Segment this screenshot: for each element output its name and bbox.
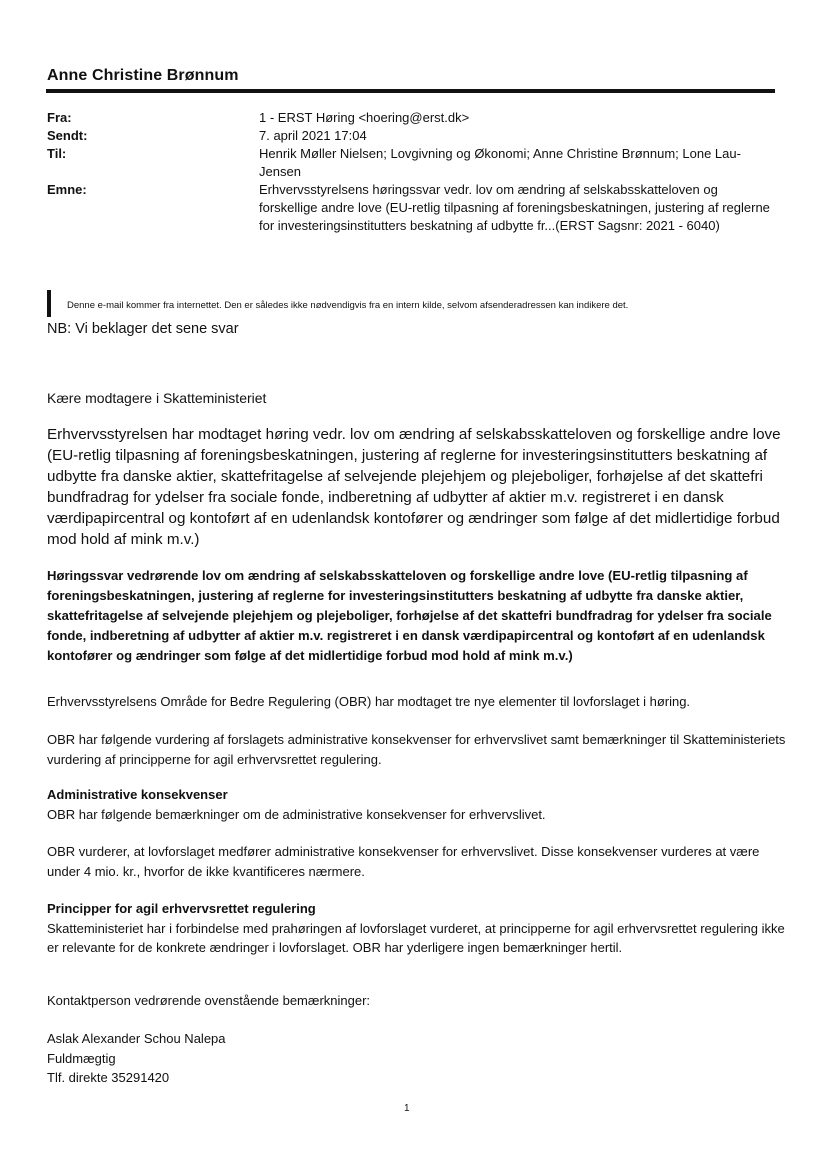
admin-heading: Administrative konsekvenser: [47, 787, 228, 802]
to-label: Til:: [47, 146, 67, 161]
contact-phone: Tlf. direkte 35291420: [47, 1070, 170, 1085]
body-paragraph-2: OBR har følgende vurdering af forslagets administrative konsekvenser for erhvervslivet samt bemærkninger til Skatteministeriets vurdering af principperne for agil erhvervsrettet regulering.: [47, 732, 786, 767]
consultation-heading: Høringssvar vedrørende lov om ændring af selskabsskatteloven og forskellige andre love (EU-retlig tilpasning af foreningsbeskatningen, justering af reglerne for investeringsinstitutters beskatning af udbytte fra danske aktier, skattefritagelse af selvejende plejehjem og plejeboliger, forhøjelse af det skattefri bundfradrag for ydelser fra sociale fonde, indberetning af udbytter af aktier m.v. registreret i en dansk værdipapircentral og kontoført af en udenlandsk kontofører og ændringer som følge af det midlertidige forbud mod hold af mink m.v.): [47, 568, 772, 663]
to-value: Henrik Møller Nielsen; Lovgivning og Økonomi; Anne Christine Brønnum; Lone Lau-Jensen: [259, 146, 741, 179]
agile-heading: Principper for agil erhvervsrettet regulering: [47, 901, 316, 916]
intro-paragraph: Erhvervsstyrelsen har modtaget høring vedr. lov om ændring af selskabsskatteloven og forskellige andre love (EU-retlig tilpasning af foreningsbeskatningen, justering af reglerne for investeringsinstitutters beskatning af udbytte fra danske aktier, skattefritagelse af selvejende plejehjem og plejeboliger, forhøjelse af det skattefri bundfradrag for ydelser fra sociale fonde, indberetning af udbytter af aktier m.v. registreret i en dansk værdipapircentral og kontoført af en udenlandsk kontofører og ændringer som følge af det midlertidige forbud mod hold af mink m.v.): [47, 426, 781, 548]
body-paragraph-3: OBR vurderer, at lovforslaget medfører administrative konsekvenser for erhvervslivet. Disse konsekvenser vurderes at være under 4 mio. kr., hvorfor de ikke kvantificeres nærmere.: [47, 844, 760, 879]
body-paragraph-1: Erhvervsstyrelsens Område for Bedre Regulering (OBR) har modtaget tre nye elementer til lovforslaget i høring.: [47, 694, 691, 709]
from-value: 1 - ERST Høring <hoering@erst.dk>: [259, 110, 470, 125]
contact-title: Fuldmægtig: [47, 1050, 116, 1066]
header-rule: [46, 89, 775, 93]
external-notice-bar: [47, 290, 51, 317]
contact-intro: Kontaktperson vedrørende ovenstående bemærkninger:: [47, 993, 371, 1008]
admin-text: OBR har følgende bemærkninger om de administrative konsekvenser for erhvervslivet.: [47, 806, 546, 822]
sender-name: Anne Christine Brønnum: [47, 67, 239, 84]
agile-section: [47, 899, 787, 958]
subject-value: Erhvervsstyrelsens høringssvar vedr. lov om ændring af selskabsskatteloven og forskellige andre love (EU-retlig tilpasning af foreningsbeskatningen, justering af reglerne for investeringsinstitutters beskatning af udbytte fr...(ERST Sagsnr: 2021 - 6040): [259, 182, 770, 233]
from-label: Fra:: [47, 110, 72, 125]
sent-label: Sendt:: [47, 128, 88, 143]
contact-name: Aslak Alexander Schou Nalepa: [47, 1031, 226, 1046]
admin-section: [47, 785, 787, 824]
subject-label: Emne:: [47, 182, 87, 197]
agile-text: Skatteministeriet har i forbindelse med prahøringen af lovforslaget vurderet, at principperne for agil erhvervsrettet regulering ikke er relevante for de konkrete ændringer i lovforslaget. OBR har yderligere ingen bemærkninger hertil.: [47, 920, 785, 955]
external-notice-text: Denne e-mail kommer fra internettet. Den er således ikke nødvendigvis fra en intern kilde, selvom afsenderadressen kan indikere det.: [67, 300, 629, 311]
page-number: 1: [404, 1103, 410, 1114]
contact-block: [47, 1029, 787, 1088]
sent-value: 7. april 2021 17:04: [259, 128, 367, 143]
nb-line: NB: Vi beklager det sene svar: [47, 321, 239, 337]
greeting: Kære modtagere i Skatteministeriet: [47, 390, 267, 406]
